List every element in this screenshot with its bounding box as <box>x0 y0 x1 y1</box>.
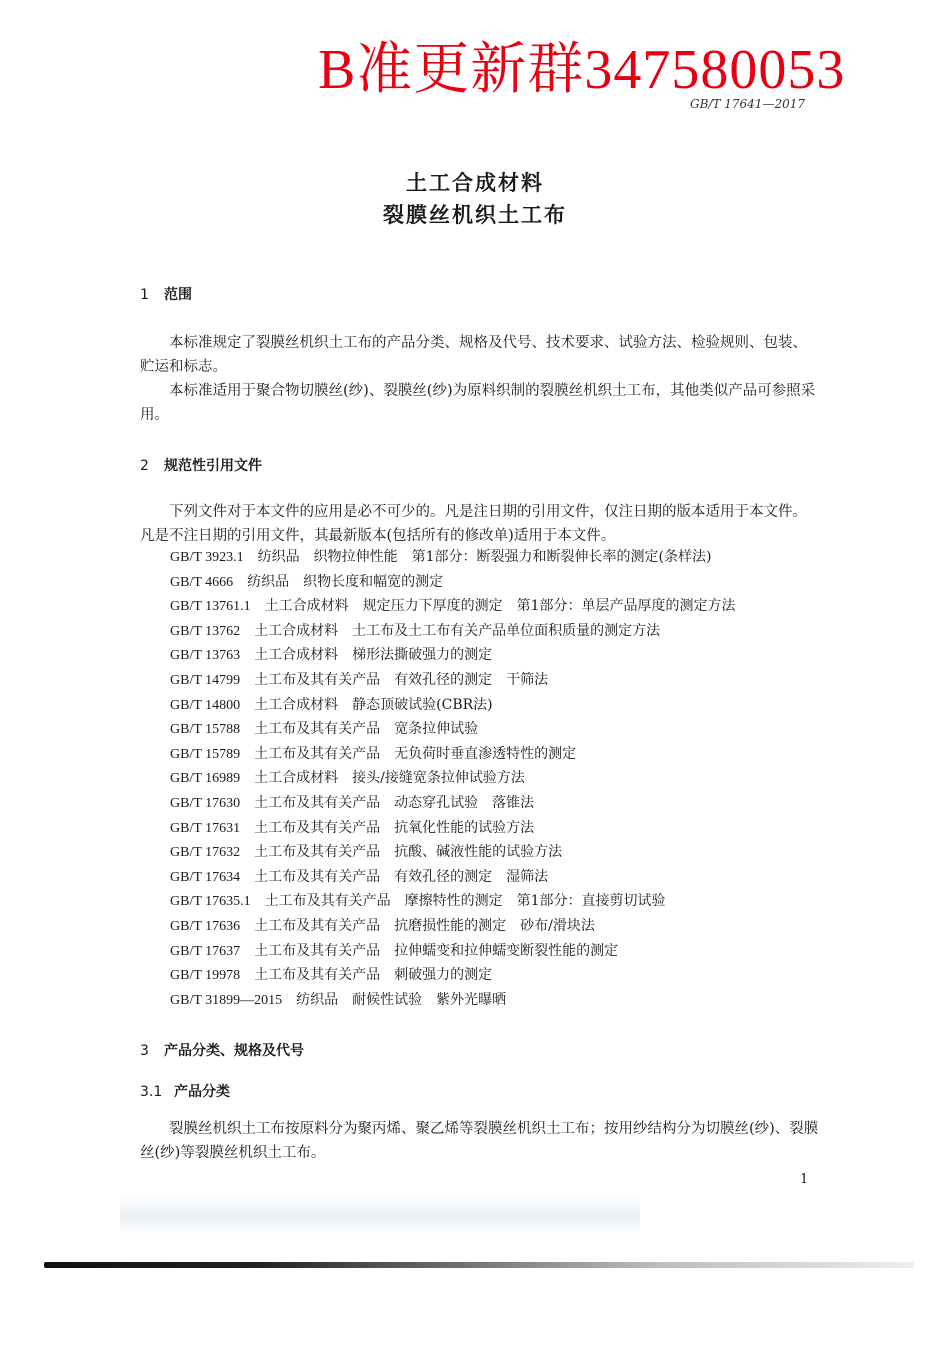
reference-title: 土工合成材料 梯形法撕破强力的测定 <box>254 647 493 664</box>
reference-title: 土工布及其有关产品 刺破强力的测定 <box>254 967 493 984</box>
reference-item <box>170 988 736 1013</box>
paragraph: 本标准适用于聚合物切膜丝(纱)、裂膜丝(纱)为原料织制的裂膜丝机织土工布，其他类似产品可参照采用。 <box>140 383 816 423</box>
section-number: 3 <box>140 1043 149 1059</box>
reference-code: GB/T 17630 <box>170 795 241 811</box>
reference-item <box>170 791 736 816</box>
reference-title: 土工布及其有关产品 拉伸蠕变和拉伸蠕变断裂性能的测定 <box>254 942 619 959</box>
page-number: 1 <box>800 1172 809 1187</box>
reference-title: 土工合成材料 规定压力下厚度的测定 第1部分：单层产品厚度的测定方法 <box>264 598 736 615</box>
reference-code: GB/T 17637 <box>170 943 241 959</box>
section-title: 产品分类、规格及代号 <box>164 1043 304 1059</box>
reference-item <box>170 668 736 693</box>
reference-item <box>170 643 736 668</box>
reference-title: 土工合成材料 静态顶破试验(CBR法) <box>254 696 493 713</box>
reference-code: GB/T 17632 <box>170 845 241 861</box>
section-2-intro <box>140 500 820 548</box>
reference-code: GB/T 17634 <box>170 869 241 885</box>
reference-item <box>170 742 736 767</box>
reference-item <box>170 816 736 841</box>
section-title: 范围 <box>164 287 192 303</box>
paragraph: 下列文件对于本文件的应用是必不可少的。凡是注日期的引用文件，仅注日期的版本适用于本文件。凡是不注日期的引用文件，其最新版本(包括所有的修改单)适用于本文件。 <box>140 504 807 544</box>
reference-item <box>170 865 736 890</box>
reference-code: GB/T 13762 <box>170 623 241 639</box>
section-3-1-body <box>140 1117 820 1165</box>
reference-item <box>170 889 736 914</box>
reference-code: GB/T 17631 <box>170 820 241 836</box>
reference-title: 纺织品 织物拉伸性能 第1部分：断裂强力和断裂伸长率的测定(条样法) <box>257 549 712 565</box>
section-1-heading <box>140 284 192 304</box>
reference-item <box>170 545 736 570</box>
standard-code: GB/T 17641—2017 <box>690 97 805 111</box>
section-number: 2 <box>140 458 149 474</box>
reference-code: GB/T 31899—2015 <box>170 992 283 1008</box>
document-title-line2: 裂膜丝机织土工布 <box>383 203 567 227</box>
reference-code: GB/T 15788 <box>170 722 241 738</box>
reference-title: 土工合成材料 土工布及土工布有关产品单位面积质量的测定方法 <box>254 622 661 639</box>
reference-title: 土工布及其有关产品 无负荷时垂直渗透特性的测定 <box>254 745 577 762</box>
reference-item <box>170 840 736 865</box>
reference-title: 土工布及其有关产品 有效孔径的测定 湿筛法 <box>254 868 549 885</box>
reference-title: 纺织品 耐候性试验 紫外光曝晒 <box>296 991 507 1008</box>
document-title-line1: 土工合成材料 <box>406 171 544 195</box>
reference-item <box>170 939 736 964</box>
reference-code: GB/T 14799 <box>170 672 241 688</box>
reference-item <box>170 693 736 718</box>
section-3-1-heading <box>140 1081 230 1101</box>
scan-edge-shadow <box>44 1262 914 1268</box>
reference-code: GB/T 16989 <box>170 771 241 787</box>
reference-title: 土工布及其有关产品 有效孔径的测定 干筛法 <box>254 671 549 688</box>
reference-title: 土工合成材料 接头/接缝宽条拉伸试验方法 <box>254 770 525 787</box>
reference-title: 土工布及其有关产品 宽条拉伸试验 <box>254 721 479 738</box>
reference-title: 土工布及其有关产品 摩擦特性的测定 第1部分：直接剪切试验 <box>264 893 666 910</box>
section-number: 1 <box>140 287 149 303</box>
reference-title: 土工布及其有关产品 动态穿孔试验 落锥法 <box>254 794 535 811</box>
reference-title: 纺织品 织物长度和幅宽的测定 <box>247 573 444 590</box>
section-1-body <box>140 331 820 427</box>
section-title: 产品分类 <box>174 1084 230 1100</box>
reference-code: GB/T 13763 <box>170 648 241 664</box>
reference-title: 土工布及其有关产品 抗酸、碱液性能的试验方法 <box>254 844 563 861</box>
reference-code: GB/T 4666 <box>170 574 234 590</box>
section-title: 规范性引用文件 <box>164 458 262 474</box>
section-3-heading <box>140 1040 304 1060</box>
reference-code: GB/T 19978 <box>170 968 241 984</box>
normative-references-list <box>170 545 736 1012</box>
reference-title: 土工布及其有关产品 抗氧化性能的试验方法 <box>254 819 535 836</box>
reference-code: GB/T 3923.1 <box>170 550 244 565</box>
section-number: 3.1 <box>140 1084 163 1100</box>
watermark-text: B准更新群347580053 <box>318 39 846 101</box>
paragraph: 本标准规定了裂膜丝机织土工布的产品分类、规格及代号、技术要求、试验方法、检验规则、包装、贮运和标志。 <box>140 335 807 375</box>
scan-artifact <box>120 1196 640 1236</box>
reference-code: GB/T 17636 <box>170 918 241 934</box>
paragraph: 裂膜丝机织土工布按原料分为聚丙烯、聚乙烯等裂膜丝机织土工布；按用纱结构分为切膜丝(纱)、裂膜丝(纱)等裂膜丝机织土工布。 <box>140 1121 819 1161</box>
section-2-heading <box>140 455 262 475</box>
reference-item <box>170 914 736 939</box>
reference-item <box>170 766 736 791</box>
reference-code: GB/T 14800 <box>170 697 241 713</box>
reference-item <box>170 570 736 595</box>
reference-title: 土工布及其有关产品 抗磨损性能的测定 砂布/滑块法 <box>254 917 595 934</box>
reference-code: GB/T 13761.1 <box>170 599 251 615</box>
reference-item <box>170 963 736 988</box>
reference-item <box>170 619 736 644</box>
reference-item <box>170 717 736 742</box>
reference-item <box>170 594 736 619</box>
reference-code: GB/T 15789 <box>170 746 241 762</box>
reference-code: GB/T 17635.1 <box>170 894 251 910</box>
